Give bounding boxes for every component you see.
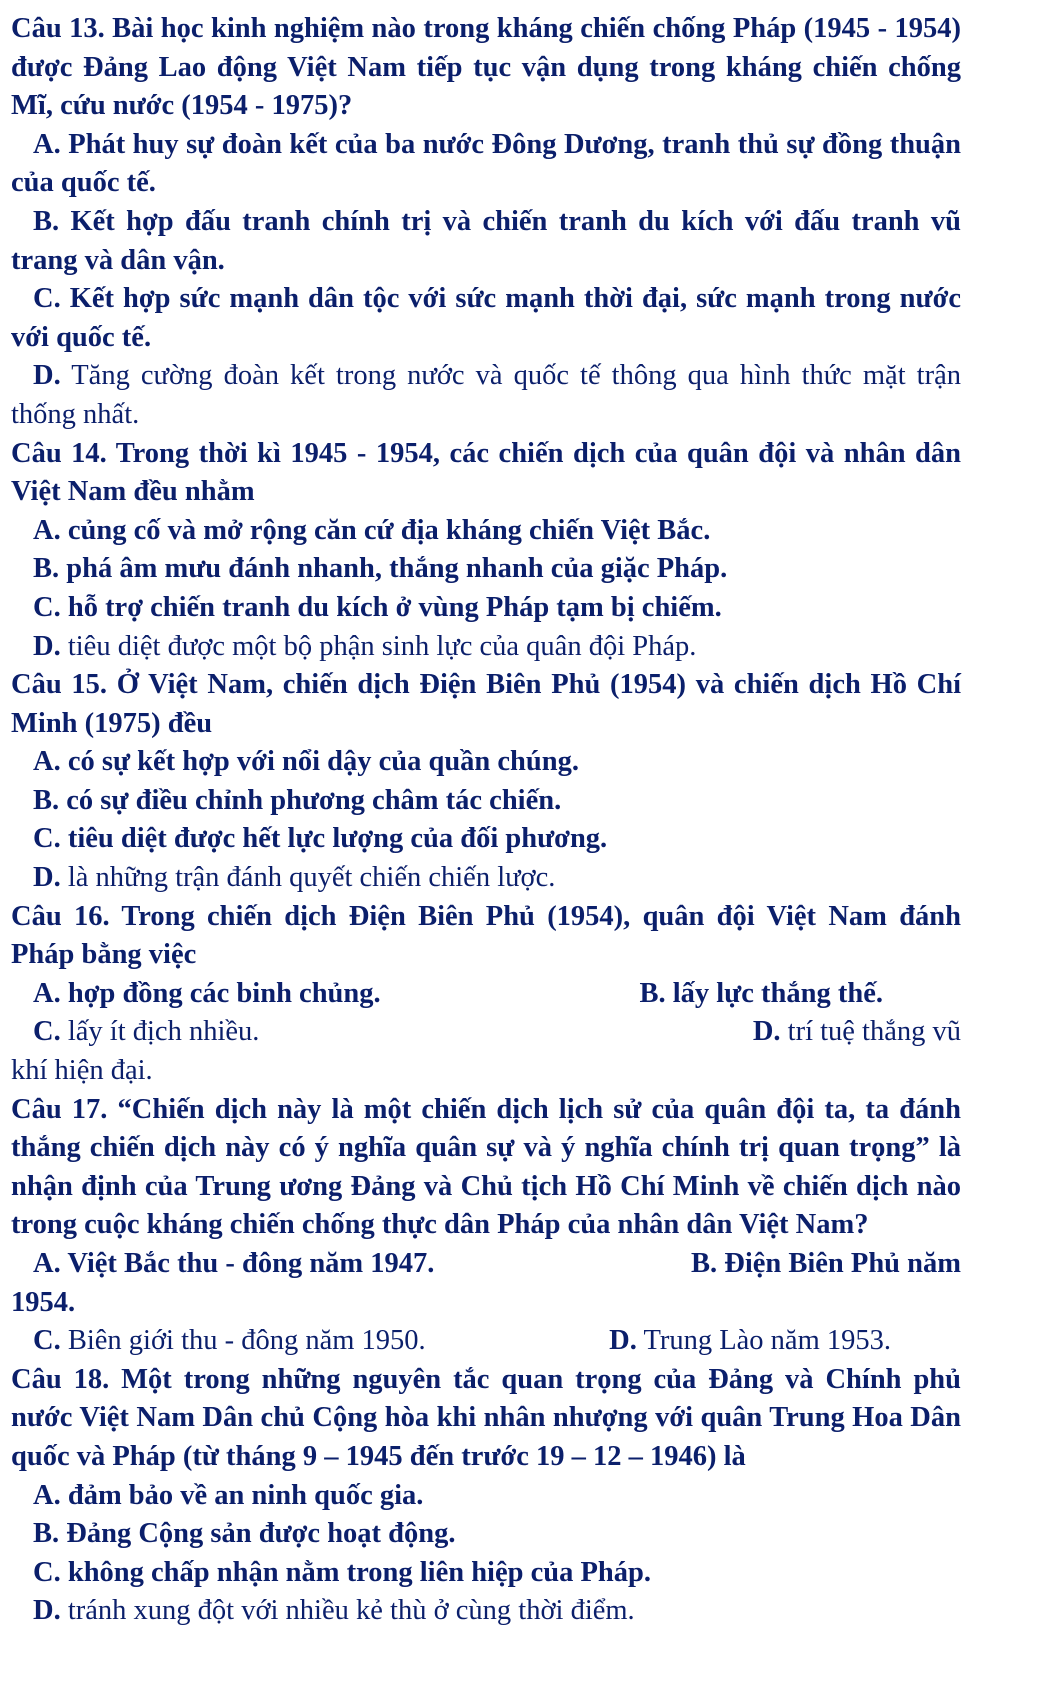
option-text: hợp đồng các binh chủng. xyxy=(60,977,381,1009)
option-text: không chấp nhận nằm trong liên hiệp của Pháp. xyxy=(60,1556,651,1588)
option-letter: C. xyxy=(33,1016,61,1048)
question-13-option-c[interactable] xyxy=(11,280,961,357)
question-17-option-b-continuation: 1954. xyxy=(11,1286,76,1318)
paper-edge xyxy=(966,0,1049,1702)
option-text: có sự kết hợp với nổi dậy của quần chúng. xyxy=(60,746,579,778)
question-15-option-d[interactable] xyxy=(11,859,961,898)
option-text: Tăng cường đoàn kết trong nước và quốc tế thông qua hình thức mặt trận thống nhất. xyxy=(11,360,961,430)
option-letter: D. xyxy=(609,1325,637,1357)
question-14-option-b[interactable] xyxy=(11,550,961,589)
option-letter: C. xyxy=(33,283,61,315)
option-letter: A. xyxy=(33,1479,61,1511)
option-text: là những trận đánh quyết chiến chiến lược. xyxy=(60,862,556,894)
question-17-option-a[interactable] xyxy=(33,1245,434,1284)
question-14-option-d[interactable] xyxy=(11,628,961,667)
option-letter: A. xyxy=(33,746,61,778)
question-14 xyxy=(11,435,961,667)
question-16 xyxy=(11,898,961,1091)
question-16-row-ab xyxy=(11,975,961,1014)
question-17-row-ab xyxy=(11,1245,961,1284)
question-18-stem: Câu 18. Một trong những nguyên tắc quan trọng của Đảng và Chính phủ nước Việt Nam Dân chủ Cộng hòa khi nhân nhượng với quân Trung Hoa Dân quốc và Pháp (từ tháng 9 – 1945 đến trước 19 – 12 – 1946) là xyxy=(11,1363,961,1472)
question-list xyxy=(11,10,961,1631)
question-15-stem: Câu 15. Ở Việt Nam, chiến dịch Điện Biên Phủ (1954) và chiến dịch Hồ Chí Minh (1975) đều xyxy=(11,669,961,739)
question-14-stem: Câu 14. Trong thời kì 1945 - 1954, các chiến dịch của quân đội và nhân dân Việt Nam đều nhằm xyxy=(11,437,961,508)
question-13-stem: Câu 13. Bài học kinh nghiệm nào trong kháng chiến chống Pháp (1945 - 1954) được Đảng Lao động Việt Nam tiếp tục vận dụng trong kháng chiến chống Mĩ, cứu nước (1954 - 1975)? xyxy=(11,13,961,122)
option-text: Trung Lào năm 1953. xyxy=(636,1325,891,1357)
option-letter: B. xyxy=(33,784,60,816)
question-16-option-a[interactable] xyxy=(33,975,381,1014)
question-16-option-d[interactable] xyxy=(753,1013,961,1052)
option-letter: C. xyxy=(33,1556,61,1588)
question-17 xyxy=(11,1091,961,1361)
option-text: Việt Bắc thu - đông năm 1947. xyxy=(60,1248,435,1279)
option-letter: A. xyxy=(33,977,61,1009)
option-text: củng cố và mở rộng căn cứ địa kháng chiến Việt Bắc. xyxy=(60,514,711,546)
question-17-option-b[interactable] xyxy=(691,1245,961,1284)
option-text: lấy ít địch nhiều. xyxy=(60,1016,260,1048)
question-17-option-d[interactable] xyxy=(609,1322,961,1361)
question-15-option-c[interactable] xyxy=(11,820,961,859)
option-text: tiêu diệt được một bộ phận sinh lực của quân đội Pháp. xyxy=(60,630,697,662)
question-14-option-c[interactable] xyxy=(11,589,961,628)
option-text: Phát huy sự đoàn kết của ba nước Đông Dương, tranh thủ sự đồng thuận của quốc tế. xyxy=(11,128,961,199)
question-18-option-c[interactable] xyxy=(11,1554,961,1593)
option-letter: A. xyxy=(33,1248,61,1279)
question-17-row-cd xyxy=(11,1322,961,1361)
question-16-option-d-continuation: khí hiện đại. xyxy=(11,1055,153,1087)
option-letter: A. xyxy=(33,128,61,160)
option-letter: B. xyxy=(690,1248,718,1279)
option-letter: D. xyxy=(33,360,61,392)
option-letter: B. xyxy=(33,205,60,237)
option-text: Kết hợp sức mạnh dân tộc với sức mạnh thời đại, sức mạnh trong nước với quốc tế. xyxy=(11,283,961,353)
option-letter: D. xyxy=(33,630,61,662)
question-18-option-d[interactable] xyxy=(11,1592,961,1631)
option-text: tránh xung đột với nhiều kẻ thù ở cùng thời điểm. xyxy=(60,1595,635,1627)
question-13 xyxy=(11,10,961,435)
option-text: Đảng Cộng sản được hoạt động. xyxy=(59,1518,456,1550)
option-text: đảm bảo về an ninh quốc gia. xyxy=(60,1479,424,1511)
option-letter: C. xyxy=(33,1325,61,1357)
option-text: trí tuệ thắng vũ xyxy=(780,1016,961,1048)
option-text: phá âm mưu đánh nhanh, thắng nhanh của giặc Pháp. xyxy=(59,553,728,585)
option-letter: B. xyxy=(33,1518,60,1550)
option-text: hỗ trợ chiến tranh du kích ở vùng Pháp tạm bị chiếm. xyxy=(60,591,722,623)
question-14-option-a[interactable] xyxy=(11,512,961,551)
option-text: lấy lực thắng thế. xyxy=(665,977,883,1009)
question-16-stem: Câu 16. Trong chiến dịch Điện Biên Phủ (1954), quân đội Việt Nam đánh Pháp bằng việc xyxy=(11,900,961,971)
question-15-option-a[interactable] xyxy=(11,743,961,782)
question-17-option-c[interactable] xyxy=(33,1322,426,1361)
question-13-option-b[interactable] xyxy=(11,203,961,280)
question-13-option-d[interactable] xyxy=(11,357,961,434)
option-text: Biên giới thu - đông năm 1950. xyxy=(60,1325,426,1357)
question-15-option-b[interactable] xyxy=(11,782,961,821)
option-letter: A. xyxy=(33,514,61,546)
option-text: có sự điều chỉnh phương châm tác chiến. xyxy=(59,784,562,816)
option-text: Điện Biên Phủ năm xyxy=(717,1248,961,1279)
option-text: Kết hợp đấu tranh chính trị và chiến tranh du kích với đấu tranh vũ trang và dân vận. xyxy=(11,205,961,276)
question-17-stem: Câu 17. “Chiến dịch này là một chiến dịch lịch sử của quân đội ta, ta đánh thắng chiến dịch này có ý nghĩa quân sự và ý nghĩa chính trị quan trọng” là nhận định của Trung ương Đảng và Chủ tịch Hồ Chí Minh về chiến dịch nào trong cuộc kháng chiến chống thực dân Pháp của nhân dân Việt Nam? xyxy=(11,1093,961,1241)
question-16-row-cd xyxy=(11,1013,961,1052)
option-letter: C. xyxy=(33,591,61,623)
question-18-option-b[interactable] xyxy=(11,1515,961,1554)
option-letter: C. xyxy=(33,823,61,855)
question-16-option-b[interactable] xyxy=(639,975,961,1014)
option-letter: D. xyxy=(33,1595,61,1627)
question-16-option-c[interactable] xyxy=(33,1013,259,1052)
option-letter: D. xyxy=(752,1016,781,1048)
option-letter: B. xyxy=(33,553,60,585)
question-15 xyxy=(11,666,961,898)
question-13-option-a[interactable] xyxy=(11,126,961,203)
option-text: tiêu diệt được hết lực lượng của đối phương. xyxy=(60,823,608,855)
question-18 xyxy=(11,1361,961,1631)
option-letter: D. xyxy=(33,862,61,894)
question-18-option-a[interactable] xyxy=(11,1477,961,1516)
option-letter: B. xyxy=(639,977,666,1009)
